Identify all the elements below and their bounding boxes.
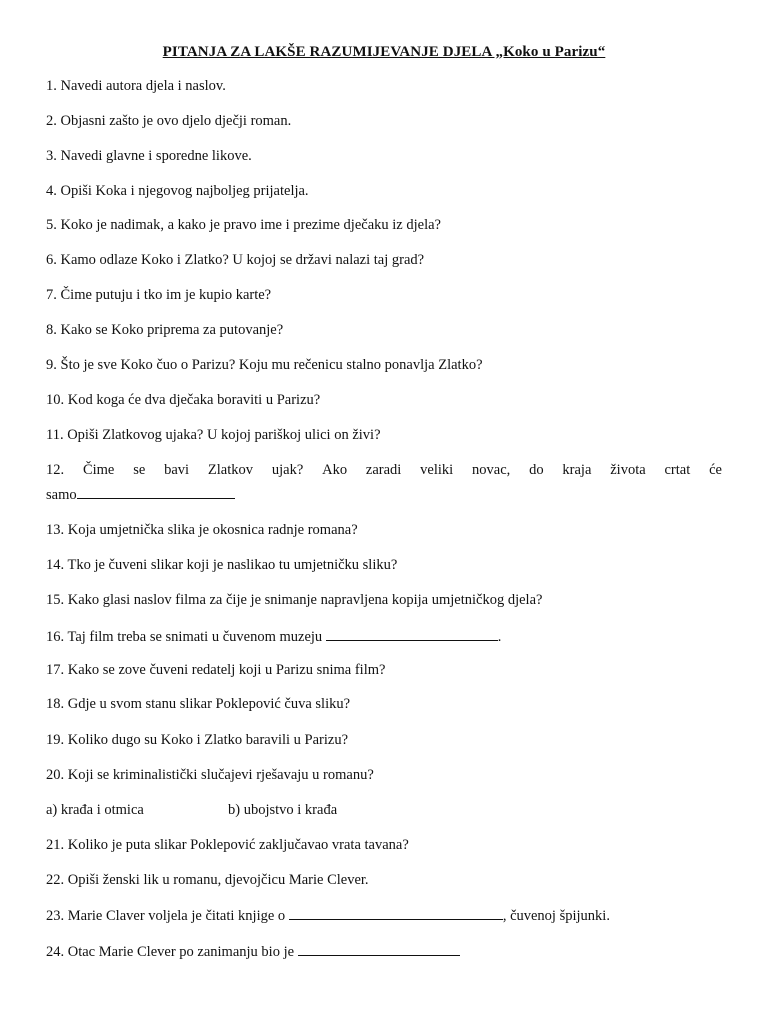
question-7: 7. Čime putuju i tko im je kupio karte? [46,287,272,303]
q12-word: Čime [82,462,115,478]
answer-blank-23[interactable] [289,906,503,920]
q12-word: Ako [322,462,348,478]
q12-word: ujak? [271,462,304,478]
question-23-text: 23. Marie Claver voljela je čitati knjige o [46,908,286,924]
q12-word: Zlatkov [207,462,254,478]
answer-options [46,802,144,819]
question-13: 13. Koja umjetnička slika je okosnica radnje romana? [46,522,358,538]
q12-word: kraja [562,462,592,478]
question-12 [46,458,722,508]
question-15: 15. Kako glasi naslov filma za čije je snimanje napravljena kopija umjetničkog djela? [46,592,543,608]
question-11: 11. Opiši Zlatkovog ujaka? U kojoj pariškoj ulici on živi? [46,427,381,443]
page-title: PITANJA ZA LAKŠE RAZUMIJEVANJE DJELA „Koko u Parizu“ [162,44,606,60]
question-16 [46,627,501,646]
question-14: 14. Tko je čuveni slikar koji je naslikao tu umjetničku sliku? [46,557,398,573]
q12-word: novac, [472,462,511,478]
question-16-text: 16. Taj film treba se snimati u čuvenom muzeju [46,629,323,645]
question-3: 3. Navedi glavne i sporedne likove. [46,148,252,164]
question-16-end: . [497,629,502,645]
question-8: 8. Kako se Koko priprema za putovanje? [46,322,284,338]
q12-word: će [709,462,722,478]
q12-word: do [529,462,544,478]
option-b: b) ubojstvo i krađa [228,802,338,818]
question-9: 9. Što je sve Koko čuo o Parizu? Koju mu rečenicu stalno ponavlja Zlatko? [46,357,483,373]
question-6: 6. Kamo odlaze Koko i Zlatko? U kojoj se državi nalazi taj grad? [46,252,425,268]
question-18: 18. Gdje u svom stanu slikar Poklepović čuva sliku? [46,696,351,712]
q12-word: crtat [664,462,691,478]
q12-word: se [133,462,146,478]
q12-word: života [610,462,646,478]
question-22: 22. Opiši ženski lik u romanu, djevojčicu Marie Clever. [46,872,369,888]
question-24 [46,942,460,961]
question-24-text: 24. Otac Marie Clever po zanimanju bio je [46,944,295,960]
question-23-end: , čuvenoj špijunki. [502,908,610,924]
question-10: 10. Kod koga će dva dječaka boraviti u Parizu? [46,392,321,408]
question-23 [46,906,610,925]
answer-blank-12[interactable] [77,485,235,499]
q12-word: zaradi [365,462,402,478]
question-12-line1 [46,458,722,483]
option-a: a) krađa i otmica [46,802,144,818]
question-20: 20. Koji se kriminalistički slučajevi rješavaju u romanu? [46,767,374,783]
answer-blank-24[interactable] [298,942,460,956]
question-5: 5. Koko je nadimak, a kako je pravo ime i prezime dječaku iz djela? [46,217,441,233]
question-12-line2 [46,483,722,508]
question-4: 4. Opiši Koka i njegovog najboljeg prijatelja. [46,183,309,199]
question-19: 19. Koliko dugo su Koko i Zlatko baravili u Parizu? [46,732,349,748]
answer-blank-16[interactable] [326,627,498,641]
q12-line2-text: samo [46,487,77,503]
q12-word: veliki [420,462,454,478]
question-21: 21. Koliko je puta slikar Poklepović zaključavao vrata tavana? [46,837,409,853]
question-2: 2. Objasni zašto je ovo djelo dječji roman. [46,113,292,129]
q12-word: bavi [164,462,190,478]
question-17: 17. Kako se zove čuveni redatelj koji u Parizu snima film? [46,662,386,678]
q12-word: 12. [46,462,65,478]
question-1: 1. Navedi autora djela i naslov. [46,78,226,94]
